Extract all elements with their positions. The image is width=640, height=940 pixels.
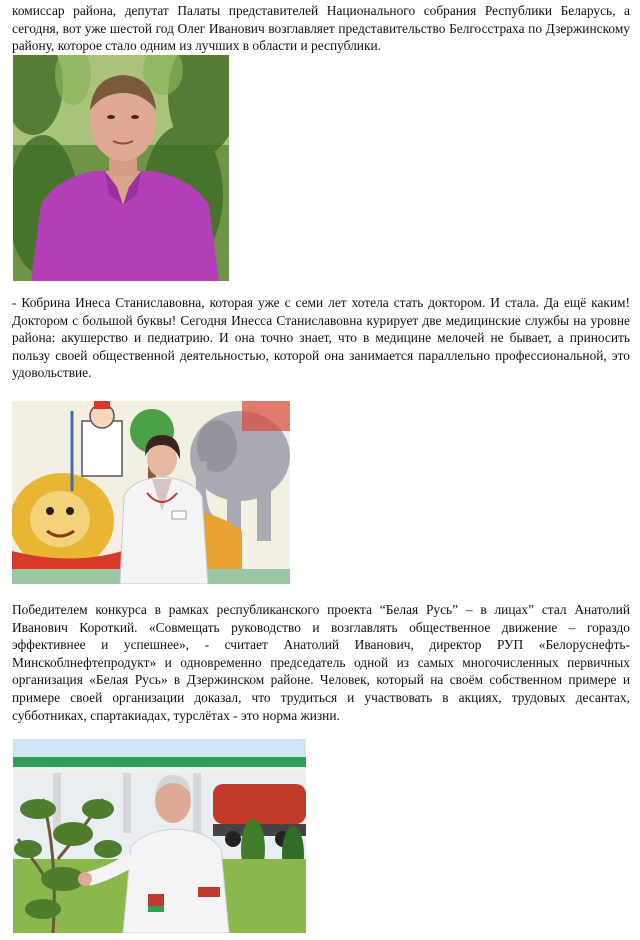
man-with-apple-tree-photo (13, 739, 306, 933)
paragraph-2: - Кобрина Инеса Станиславовна, которая уже с семи лет хотела стать доктором. И стала. Да ещё каким! Доктором с большой буквы! Сегодня Инесса Станиславовна курирует две медицинские службы на уровне района: акушерство и педиатрию. И она точно знает, что в медицине мелочей не бывает, а приносить пользу своей общественной деятельностью, которой она занимается параллельно профессиональной, это удовольствие. (12, 295, 630, 381)
doctor-at-painted-wall-photo (12, 401, 290, 584)
paragraph-3: Победителем конкурса в рамках республиканского проекта “Белая Русь” – в лицах” стал Анатолий Иванович Короткий. «Совмещать руководство и возглавлять общественное движение – гораздо эффективнее и успешнее», - считает Анатолий Иванович, директор РУП «Белоруснефть-Минскоблнефтепродукт» и одновременно председатель одной из самых многочисленных первичных организация «Белая Русь» в Дзержинском районе. Человек, который на своём собственном примере и примере своей организации доказал, что трудиться и участвовать в акциях, трудовых десантах, субботниках, спартакиадах, турслётах - это норма жизни. (12, 602, 630, 723)
paragraph-1: комиссар района, депутат Палаты представителей Национального собрания Республики Беларусь, а сегодня, вот уже шестой год Олег Иванович возглавляет представительство Белгосстраха по Дзержинскому району, которое стало одним из лучших в области и республики. (12, 3, 630, 54)
man-in-purple-shirt-photo (13, 55, 229, 281)
